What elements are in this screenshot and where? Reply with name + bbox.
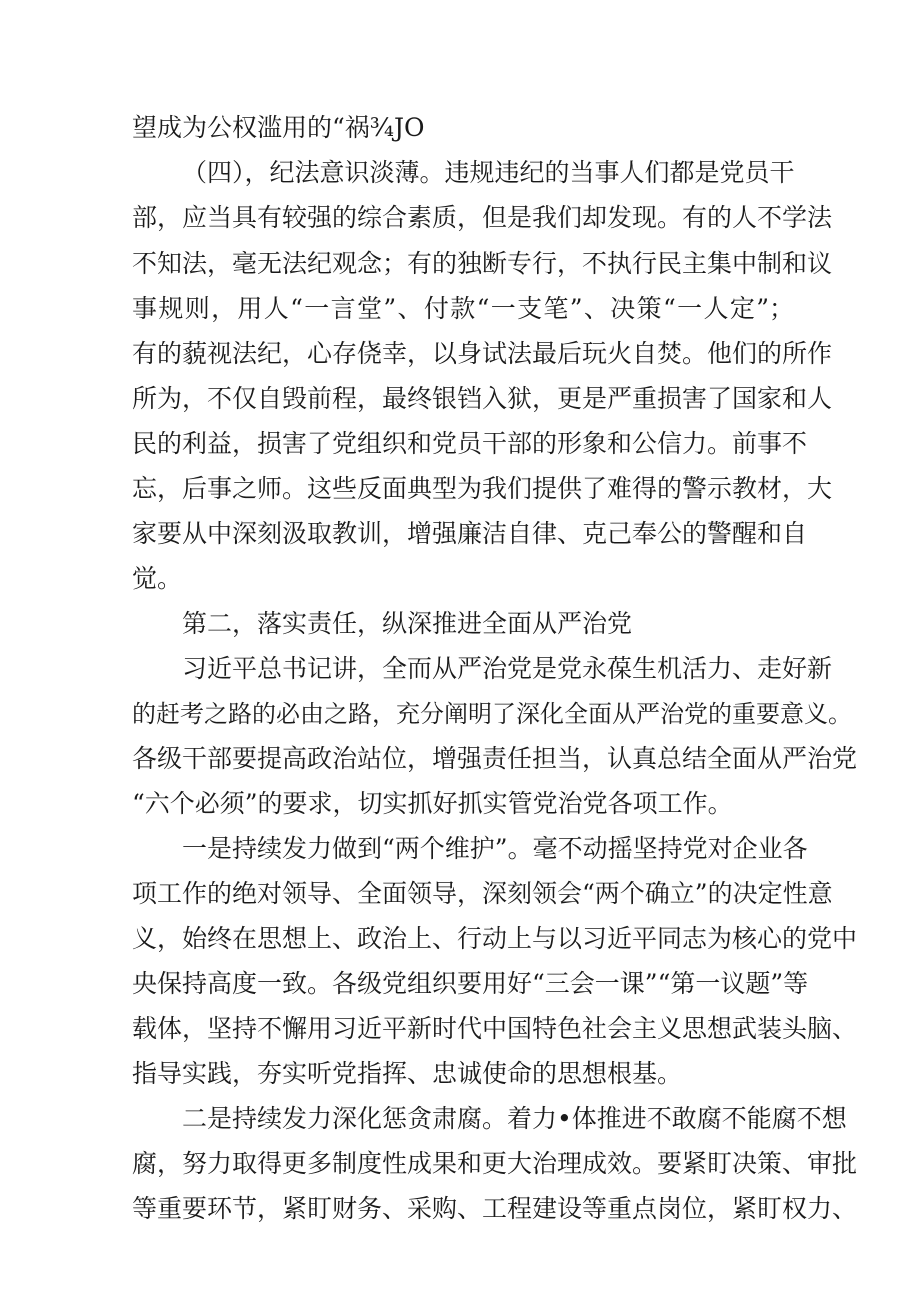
text-line: 望成为公权滥用的“祸¾JO [132,113,425,142]
text-line: “六个必须”的要求，切实抓好抓实管党治党各项工作。 [132,789,733,818]
text-line: 不知法，毫无法纪观念；有的独断专行，不执行民主集中制和议 [132,249,833,278]
text-line: 等重要环节，紧盯财务、采购、工程建设等重点岗位，紧盯权力、 [132,1194,858,1223]
text-line: 家要从中深刻汲取教训，增强廉洁自律、克己奉公的警醒和自 [132,519,808,548]
text-line: 载体，坚持不懈用习近平新时代中国特色社会主义思想武装头脑、 [132,1014,858,1043]
section-heading: 第二，落实责任，纵深推进全面从严治党 [182,609,633,638]
text-line: 的赶考之路的必由之路，充分阐明了深化全面从严治党的重要意义。 [132,700,852,728]
text-line: 民的利益，损害了党组织和党员干部的形象和公信力。前事不 [132,429,808,458]
text-line: 有的藐视法纪，心存侥幸，以身试法最后玩火自焚。他们的所作 [132,339,833,368]
text-line: 腐，努力取得更多制度性成果和更大治理成效。要紧盯决策、审批 [132,1149,858,1178]
text-line: 项工作的绝对领导、全面领导，深刻领会“两个确立”的决定性意 [132,879,833,908]
text-line: 各级干部要提高政治站位，增强责任担当，认真总结全面从严治党 [132,744,858,773]
text-line: 觉。 [132,564,183,593]
text-line: 所为，不仅自毁前程，最终银铛入狱，更是严重损害了国家和人 [132,384,833,413]
text-line: 事规则，用人“一言堂”、付款“一支笔”、决策“一人定”； [132,294,794,323]
text-line: 义，始终在思想上、政治上、行动上与以习近平同志为核心的党中 [132,924,858,953]
text-line: 部，应当具有较强的综合素质，但是我们却发现。有的人不学法 [132,203,833,232]
text-line: 指导实践，夯实听党指挥、忠诚使命的思想根基。 [132,1059,683,1088]
text-line: 习近平总书记讲，全而从严治党是党永葆生机活力、走好新 [182,654,833,683]
text-line: 忘，后事之师。这些反面典型为我们提供了难得的警示教材，大 [132,474,833,503]
text-line: 央保持高度一致。各级党组织要用好“三会一课”“第一议题”等 [132,969,809,998]
text-line: 二是持续发力深化惩贪肃腐。着力•体推进不敢腐不能腐不想 [182,1104,847,1133]
text-line: （四），纪法意识淡薄。违规违纪的当事人们都是党员干 [182,158,795,187]
text-line: 一是持续发力做到“两个维护”。毫不动摇坚持党对企业各 [182,834,808,863]
